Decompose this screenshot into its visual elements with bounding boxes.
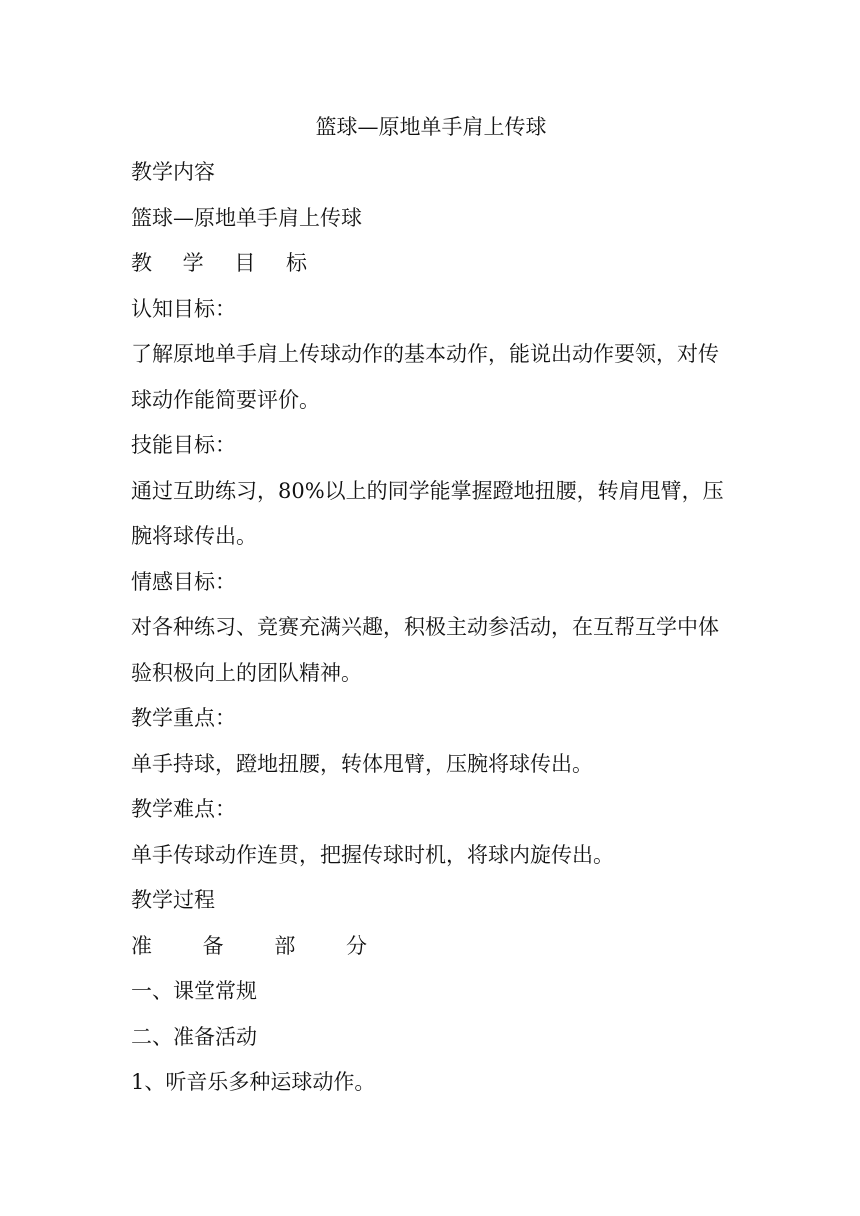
cognitive-goal-heading: 认知目标： bbox=[131, 296, 236, 321]
skill-goal-heading: 技能目标： bbox=[131, 433, 236, 457]
skill-goal-line-2: 腕将球传出。 bbox=[131, 524, 257, 548]
key-points-heading: 教学重点： bbox=[131, 706, 236, 730]
key-points: 单手持球，蹬地扭腰，转体甩臂，压腕将球传出。 bbox=[131, 751, 593, 776]
list-item-routine: 一、课堂常规 bbox=[131, 979, 257, 1003]
skill-goal-line-1: 通过互助练习，80%以上的同学能掌握蹬地扭腰，转肩甩臂，压 bbox=[131, 478, 724, 503]
cognitive-goal-line-1: 了解原地单手肩上传球动作的基本动作，能说出动作要领，对传 bbox=[131, 342, 719, 366]
preparation-heading: 准 备 部 分 bbox=[131, 933, 390, 958]
list-item-dribbling: 1、听音乐多种运球动作。 bbox=[131, 1070, 376, 1094]
document-page bbox=[131, 105, 731, 1106]
emotion-goal-line-1: 对各种练习、竞赛充满兴趣，积极主动参活动，在互帮互学中体 bbox=[131, 615, 719, 639]
document-title: 篮球—原地单手肩上传球 bbox=[315, 115, 547, 139]
emotion-goal-heading: 情感目标： bbox=[131, 569, 236, 594]
difficulties: 单手传球动作连贯，把握传球时机，将球内旋传出。 bbox=[131, 842, 614, 867]
difficulties-heading: 教学难点： bbox=[131, 797, 236, 821]
process-heading: 教学过程 bbox=[131, 888, 215, 912]
teaching-content-heading: 教学内容 bbox=[131, 160, 215, 184]
teaching-content: 篮球—原地单手肩上传球 bbox=[131, 205, 362, 230]
cognitive-goal-line-2: 球动作能简要评价。 bbox=[131, 387, 320, 412]
emotion-goal-line-2: 验积极向上的团队精神。 bbox=[131, 660, 362, 685]
goals-heading: 教 学 目 标 bbox=[131, 251, 320, 275]
list-item-warmup: 二、准备活动 bbox=[131, 1024, 257, 1049]
